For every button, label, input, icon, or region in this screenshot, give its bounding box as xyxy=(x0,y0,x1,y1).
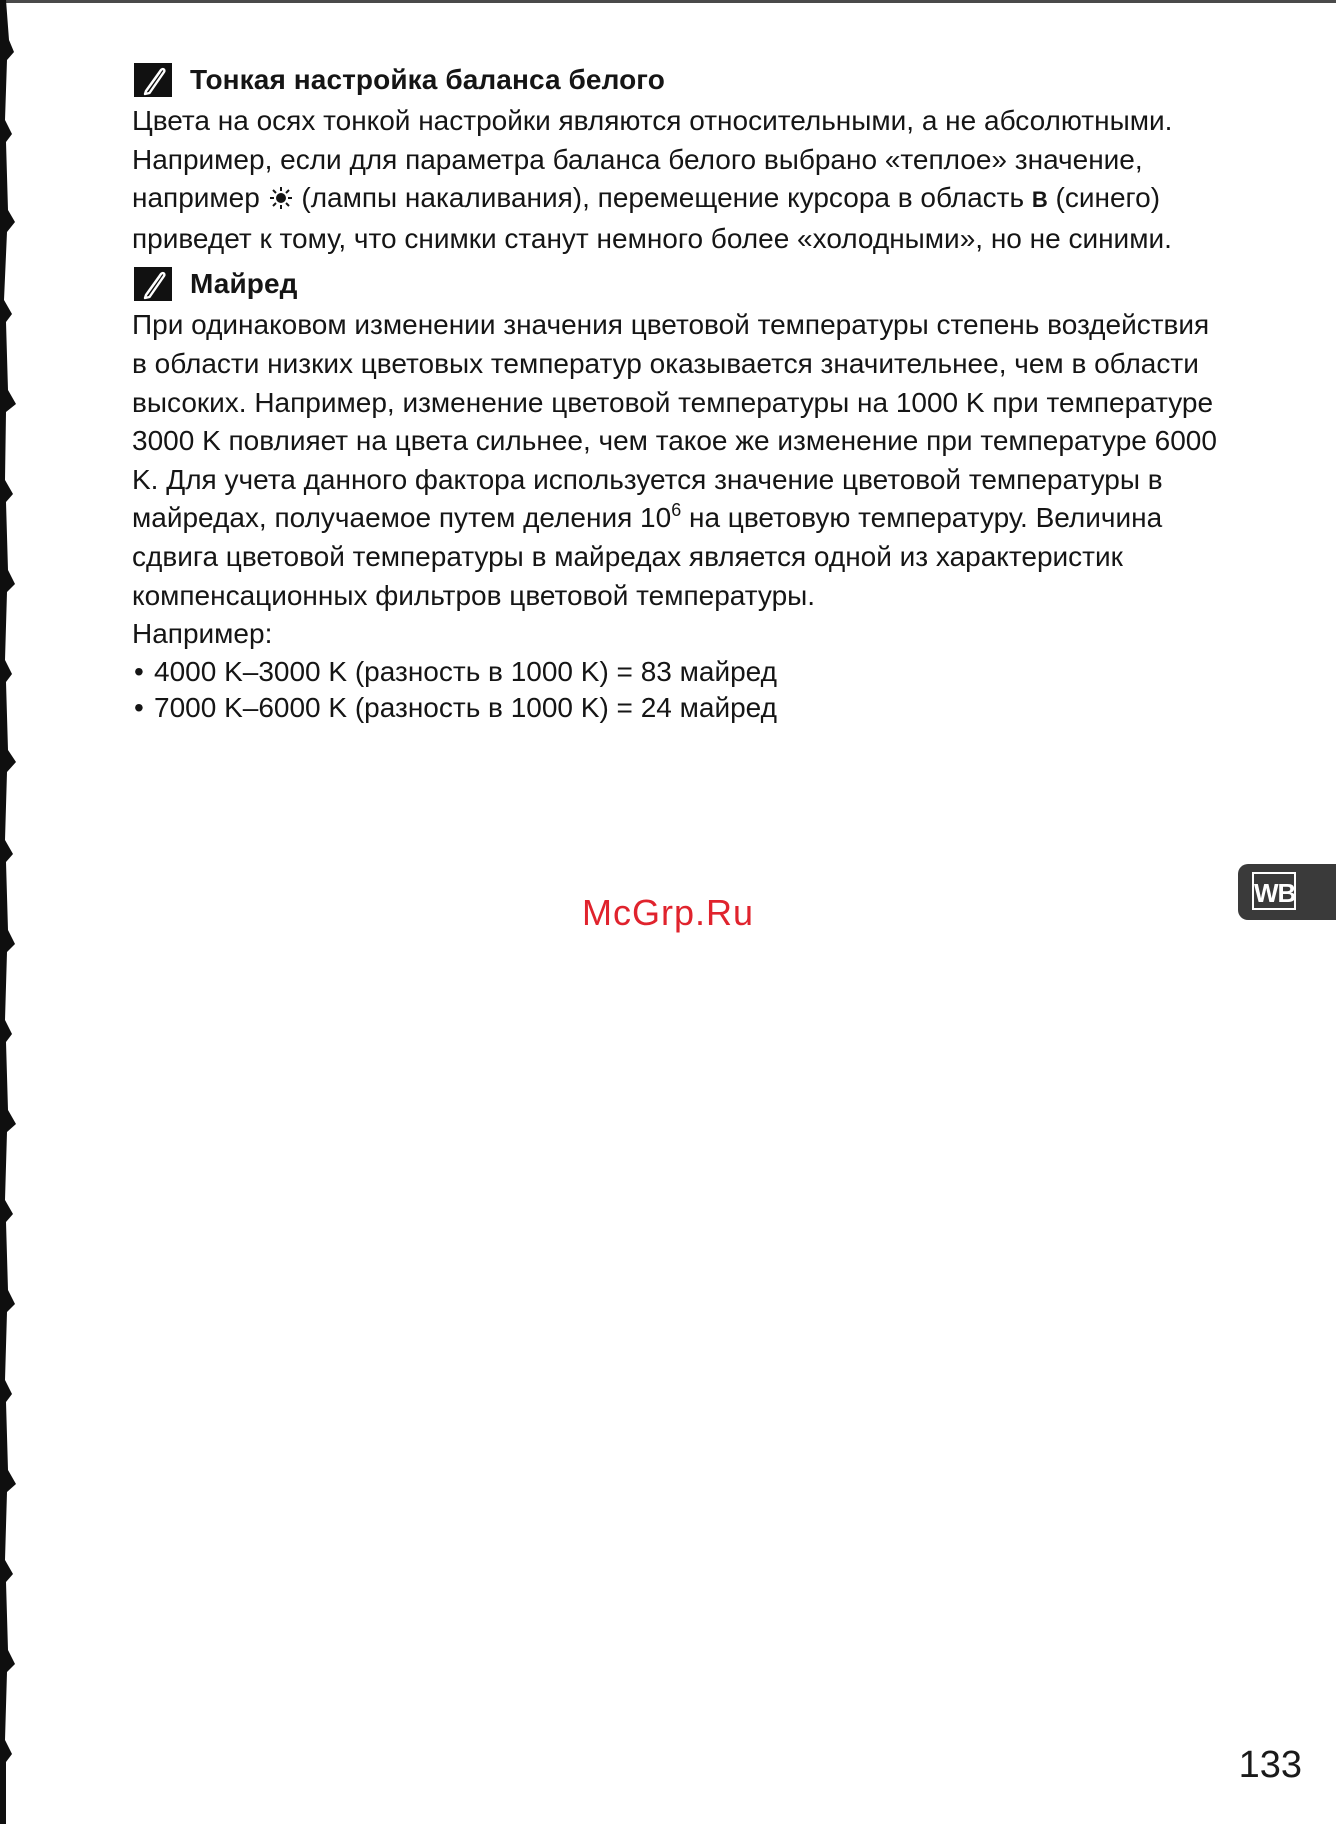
section-heading xyxy=(132,58,1222,102)
note-pencil-icon xyxy=(134,267,172,301)
example-list xyxy=(132,654,1222,726)
blue-axis-letter: B xyxy=(1031,187,1048,213)
top-border-line xyxy=(0,0,1336,3)
text-part: на цветовую температуру. Величина сдвига цветовой температуры в майредах является одной из характеристик компенсационных фильтров цветовой температуры. xyxy=(132,502,1163,611)
heading-fine-tuning: Тонкая настройка баланса белого xyxy=(190,64,665,95)
example-label: Например: xyxy=(132,618,273,650)
paragraph-fine-tuning xyxy=(132,102,1222,258)
text-part: (синего) приведет к тому, что снимки станут немного более «холодными», но не синими. xyxy=(132,182,1172,254)
text-part: Цвета на осях тонкой настройки являются относительными, а не абсолютными. Например, если для параметра баланса белого выбрано «теплое» значение, например xyxy=(132,105,1173,214)
bullet-dot: • xyxy=(134,655,144,687)
exponent: 6 xyxy=(671,500,682,521)
page-number: 133 xyxy=(1238,1744,1302,1786)
heading-mired: Майред xyxy=(190,268,298,300)
section-heading xyxy=(132,262,1222,306)
note-pencil-icon xyxy=(134,63,172,97)
chapter-tab xyxy=(1238,864,1336,920)
example-text: 7000 K–6000 K (разность в 1000 K) = 24 майред xyxy=(154,691,777,723)
section-fine-tuning xyxy=(132,58,1222,258)
list-item xyxy=(132,654,1222,690)
bullet-dot: • xyxy=(134,691,144,723)
paragraph-mired xyxy=(132,306,1222,653)
text-part: (лампы накаливания), перемещение курсора в область xyxy=(301,182,1025,214)
watermark-text: McGrp.Ru xyxy=(581,892,755,933)
text-part: При одинаковом изменении значения цветовой температуры степень воздействия в области низких цветовых температур оказывается значительнее, чем в области высоких. Например, изменение цветовой температуры на 1000 K при температуре 3000 K повлияет на цвета сильнее, чем такое же изменение при температуре 6000 K. Для учета данного фактора используется значение цветовой температуры в майредах, получаемое путем деления 10 xyxy=(132,309,1217,534)
section-mired xyxy=(132,262,1222,725)
chapter-tab-label: WB xyxy=(1252,872,1296,910)
example-text: 4000 K–3000 K (разность в 1000 K) = 83 майред xyxy=(154,655,777,687)
list-item xyxy=(132,690,1222,726)
page-content xyxy=(132,58,1222,730)
incandescent-lamp-icon xyxy=(268,186,294,210)
